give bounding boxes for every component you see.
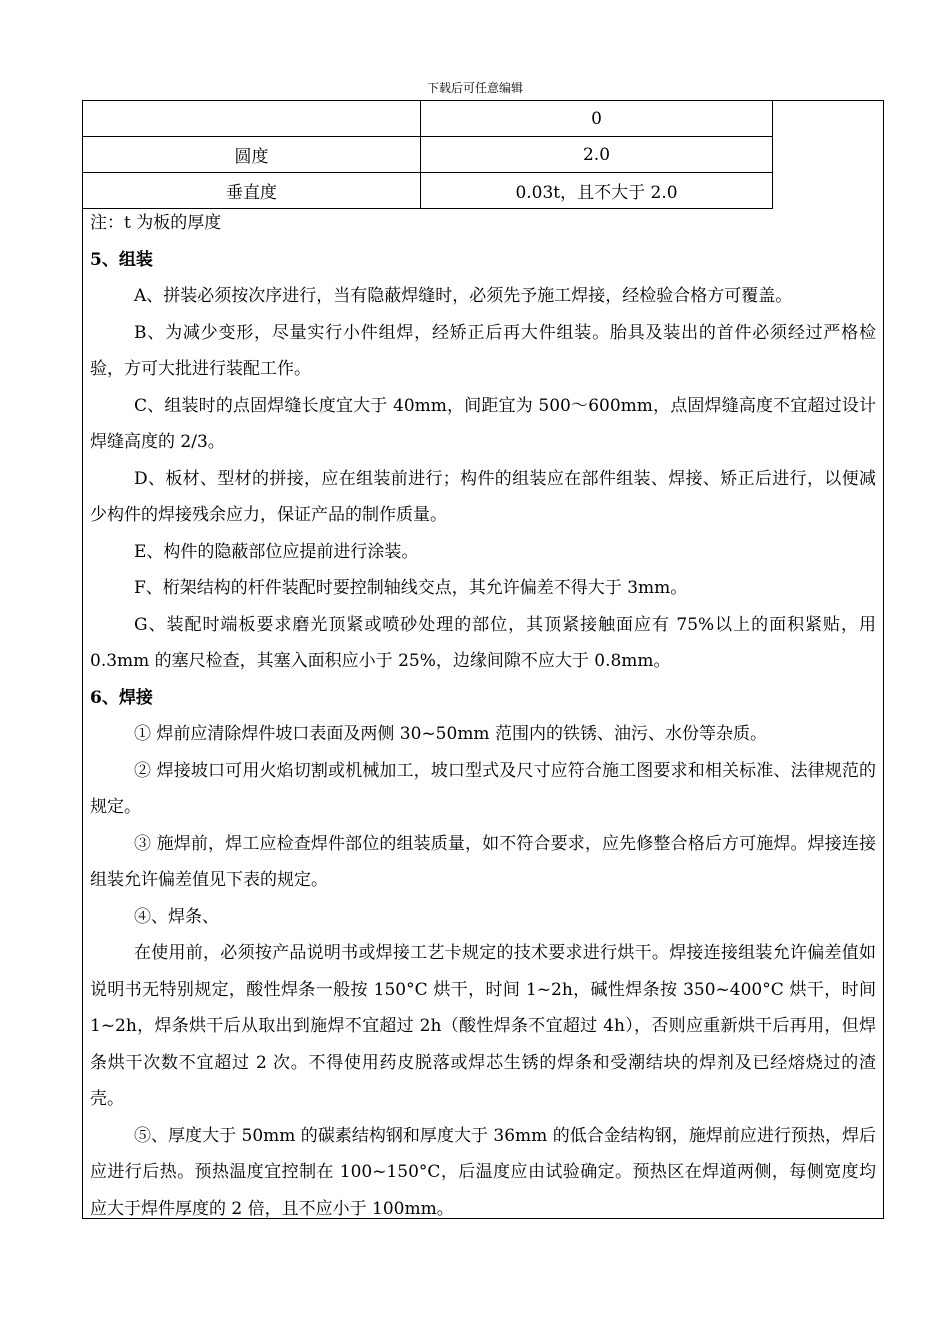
table-cell-item: 垂直度 [83, 173, 421, 209]
tolerance-table [82, 100, 773, 209]
table-row [83, 173, 773, 209]
paragraph: 在使用前，必须按产品说明书或焊接工艺卡规定的技术要求进行烘干。焊接连接组装允许偏差值如说明书无特别规定，酸性焊条一般按 150°C 烘干，时间 1~2h，碱性焊条按 350~400°C 烘干，时间 1~2h，焊条烘干后从取出到施焊不宜超过 2h（酸性焊条不宜超过 4h），否则应重新烘干后再用，但焊条烘干次数不宜超过 2 次。不得使用药皮脱落或焊芯生锈的焊条和受潮结块的焊剂及已经熔烧过的渣壳。 [90, 943, 876, 1109]
table-cell-value: 0 [421, 101, 773, 137]
page-header: 下载后可任意编辑 [426, 81, 523, 95]
paragraph: ① 焊前应清除焊件坡口表面及两侧 30~50mm 范围内的铁锈、油污、水份等杂质。 [134, 724, 767, 744]
table-row [83, 137, 773, 173]
paragraph: A、拼装必须按次序进行，当有隐蔽焊缝时，必须先予施工焊接，经检验合格方可覆盖。 [134, 286, 793, 306]
table-cell-item: 圆度 [83, 137, 421, 173]
paragraph: ③ 施焊前，焊工应检查焊件部位的组装质量，如不符合要求，应先修整合格后方可施焊。焊接连接组装允许偏差值见下表的规定。 [90, 833, 876, 890]
paragraph: G、装配时端板要求磨光顶紧或喷砂处理的部位，其顶紧接触面应有 75%以上的面积紧贴，用 0.3mm 的塞尺检查，其塞入面积应小于 25%，边缘间隙不应大于 0.8mm。 [90, 614, 876, 671]
section-5-title: 5、组装 [90, 249, 153, 270]
paragraph: ⑤、厚度大于 50mm 的碳素结构钢和厚度大于 36mm 的低合金结构钢，施焊前应进行预热，焊后应进行后热。预热温度宜控制在 100~150°C，后温度应由试验确定。预热区在焊道两侧，每侧宽度均应大于焊件厚度的 2 倍，且不应小于 100mm。 [90, 1125, 876, 1219]
section-6-title: 6、焊接 [90, 687, 153, 708]
paragraph: F、桁架结构的杆件装配时要控制轴线交点，其允许偏差不得大于 3mm。 [134, 578, 688, 598]
table-cell-item [83, 101, 421, 137]
document-body [90, 205, 876, 1227]
table-cell-value: 0.03t，且不大于 2.0 [421, 173, 773, 209]
table-note: 注：t 为板的厚度 [90, 213, 222, 233]
paragraph: B、为减少变形，尽量实行小件组焊，经矫正后再大件组装。胎具及装出的首件必须经过严格检验，方可大批进行装配工作。 [90, 322, 876, 379]
table-cell-value: 2.0 [421, 137, 773, 173]
paragraph: E、构件的隐蔽部位应提前进行涂装。 [134, 541, 419, 562]
paragraph: D、板材、型材的拼接，应在组装前进行；构件的组装应在部件组装、焊接、矫正后进行，以便减少构件的焊接残余应力，保证产品的制作质量。 [90, 468, 876, 525]
paragraph: ② 焊接坡口可用火焰切割或机械加工，坡口型式及尺寸应符合施工图要求和相关标准、法律规范的规定。 [90, 760, 876, 817]
paragraph: ④、焊条、 [134, 906, 219, 927]
paragraph: C、组装时的点固焊缝长度宜大于 40mm，间距宜为 500～600mm，点固焊缝高度不宜超过设计焊缝高度的 2/3。 [90, 395, 876, 452]
table-row [83, 101, 773, 137]
